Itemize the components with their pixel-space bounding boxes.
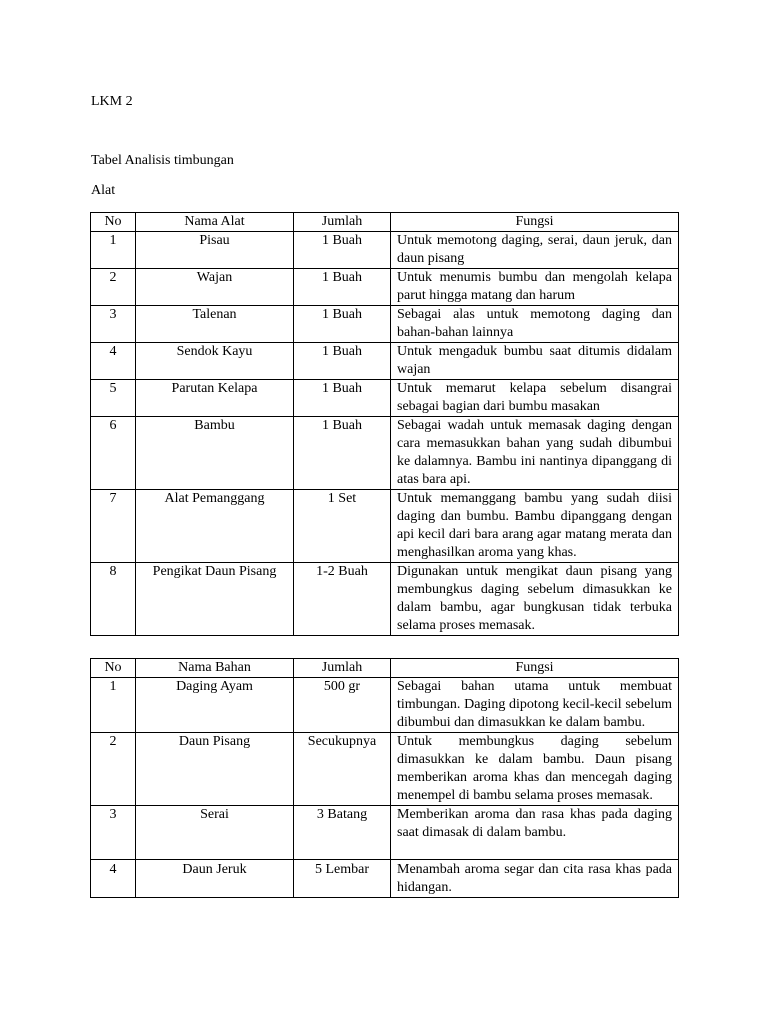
cell-jumlah: 1 Buah: [294, 343, 391, 380]
cell-no: 1: [91, 232, 136, 269]
cell-fungsi: Untuk memarut kelapa sebelum disangrai sebagai bagian dari bumbu masakan: [391, 380, 679, 417]
section-heading-alat: Alat: [91, 183, 116, 198]
cell-fungsi: Untuk memanggang bambu yang sudah diisi daging dan bumbu. Bambu dipanggang dengan api kecil dari bara arang agar matang merata dan menghasilkan aroma yang khas.: [391, 490, 679, 563]
column-header-fungsi: Fungsi: [391, 213, 679, 232]
cell-no: 2: [91, 733, 136, 806]
table-header-row: [91, 213, 679, 232]
table-row: [91, 733, 679, 806]
cell-nama: Daun Jeruk: [136, 860, 294, 898]
cell-jumlah: 1 Buah: [294, 417, 391, 490]
cell-jumlah: 1 Buah: [294, 232, 391, 269]
cell-nama: Talenan: [136, 306, 294, 343]
cell-no: 4: [91, 343, 136, 380]
cell-nama: Serai: [136, 806, 294, 860]
alat-table: [90, 212, 679, 636]
cell-fungsi: Sebagai wadah untuk memasak daging dengan cara memasukkan bahan yang sudah dibumbui ke dalamnya. Bambu ini nantinya dipanggang di atas bara api.: [391, 417, 679, 490]
table-row: [91, 306, 679, 343]
cell-no: 3: [91, 306, 136, 343]
cell-nama: Pengikat Daun Pisang: [136, 563, 294, 636]
cell-jumlah: 500 gr: [294, 678, 391, 733]
column-header-jumlah: Jumlah: [294, 659, 391, 678]
cell-jumlah: 1-2 Buah: [294, 563, 391, 636]
cell-fungsi: Untuk menumis bumbu dan mengolah kelapa parut hingga matang dan harum: [391, 269, 679, 306]
cell-fungsi: Untuk mengaduk bumbu saat ditumis didalam wajan: [391, 343, 679, 380]
cell-nama: Pisau: [136, 232, 294, 269]
table-row: [91, 380, 679, 417]
cell-no: 5: [91, 380, 136, 417]
cell-no: 1: [91, 678, 136, 733]
cell-nama: Daun Pisang: [136, 733, 294, 806]
cell-nama: Bambu: [136, 417, 294, 490]
table-row: [91, 343, 679, 380]
table-row: [91, 860, 679, 898]
cell-fungsi: Sebagai alas untuk memotong daging dan bahan-bahan lainnya: [391, 306, 679, 343]
column-header-nama-bahan: Nama Bahan: [136, 659, 294, 678]
cell-nama: Alat Pemanggang: [136, 490, 294, 563]
cell-jumlah: 1 Buah: [294, 306, 391, 343]
cell-fungsi: Sebagai bahan utama untuk membuat timbungan. Daging dipotong kecil-kecil sebelum dibumbui dan dimasukkan ke dalam bambu.: [391, 678, 679, 733]
cell-fungsi: Untuk memotong daging, serai, daun jeruk, dan daun pisang: [391, 232, 679, 269]
bahan-table: [90, 658, 679, 898]
cell-jumlah: 1 Buah: [294, 269, 391, 306]
table-row: [91, 232, 679, 269]
cell-nama: Wajan: [136, 269, 294, 306]
cell-fungsi: Menambah aroma segar dan cita rasa khas pada hidangan.: [391, 860, 679, 898]
cell-no: 8: [91, 563, 136, 636]
cell-no: 2: [91, 269, 136, 306]
document-title: LKM 2: [91, 94, 133, 109]
table-row: [91, 269, 679, 306]
cell-no: 7: [91, 490, 136, 563]
table-row: [91, 490, 679, 563]
document-subtitle: Tabel Analisis timbungan: [91, 153, 234, 168]
table-header-row: [91, 659, 679, 678]
cell-nama: Sendok Kayu: [136, 343, 294, 380]
cell-no: 4: [91, 860, 136, 898]
cell-fungsi: Digunakan untuk mengikat daun pisang yang membungkus daging sebelum dimasukkan ke dalam bambu, agar bungkusan tidak terbuka selama proses memasak.: [391, 563, 679, 636]
column-header-fungsi: Fungsi: [391, 659, 679, 678]
cell-fungsi: Untuk membungkus daging sebelum dimasukkan ke dalam bambu. Daun pisang memberikan aroma khas dan mencegah daging menempel di bambu selama proses memasak.: [391, 733, 679, 806]
table-row: [91, 806, 679, 860]
cell-nama: Parutan Kelapa: [136, 380, 294, 417]
column-header-nama-alat: Nama Alat: [136, 213, 294, 232]
table-row: [91, 417, 679, 490]
table-row: [91, 563, 679, 636]
cell-no: 6: [91, 417, 136, 490]
column-header-jumlah: Jumlah: [294, 213, 391, 232]
cell-jumlah: 5 Lembar: [294, 860, 391, 898]
cell-jumlah: Secukupnya: [294, 733, 391, 806]
table-row: [91, 678, 679, 733]
cell-fungsi: Memberikan aroma dan rasa khas pada daging saat dimasak di dalam bambu.: [391, 806, 679, 860]
cell-jumlah: 3 Batang: [294, 806, 391, 860]
cell-no: 3: [91, 806, 136, 860]
cell-nama: Daging Ayam: [136, 678, 294, 733]
column-header-no: No: [91, 659, 136, 678]
cell-jumlah: 1 Set: [294, 490, 391, 563]
column-header-no: No: [91, 213, 136, 232]
cell-jumlah: 1 Buah: [294, 380, 391, 417]
